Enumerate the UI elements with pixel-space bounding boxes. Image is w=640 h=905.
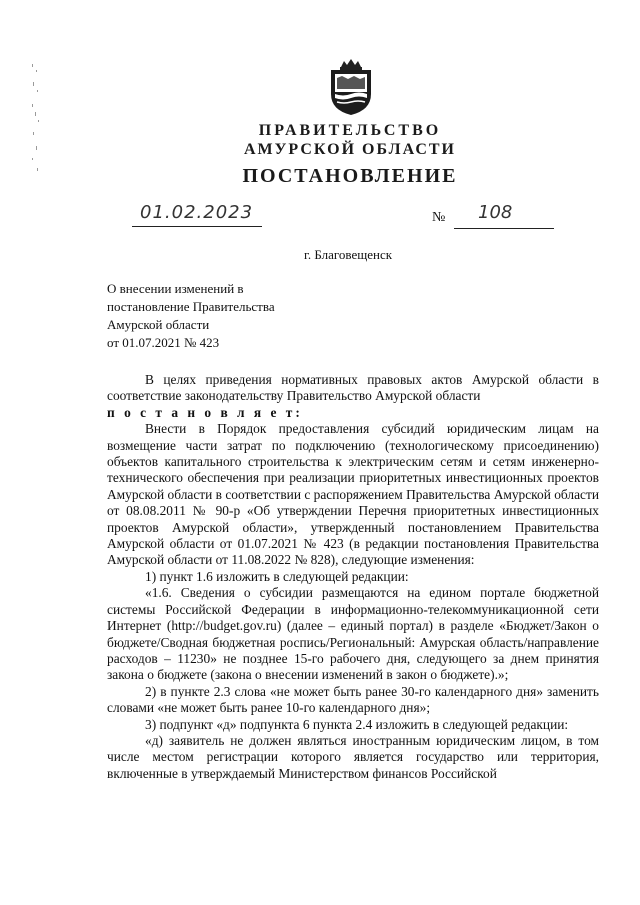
document-date: 01.02.2023	[140, 202, 254, 223]
subject-line: Амурской области	[107, 317, 210, 332]
intro-paragraph: В целях приведения нормативных правовых актов Амурской области в соответствие законодательству Правительство Амурской области	[107, 372, 599, 404]
number-underline	[454, 228, 554, 229]
scan-margin-marks	[30, 60, 42, 180]
coat-of-arms-emblem	[328, 58, 374, 116]
document-subject	[107, 280, 275, 352]
paragraph-main: Внести в Порядок предоставления субсидий юридическим лицам на возмещение части затрат по подключению (технологическому присоединению) объектов капитального строительства к электрическим сетям и сетям инженерно-технического обеспечения при реализации приоритетных инвестиционных проектов Амурской области в соответствии с распоряжением Правительства Амурской области от 08.08.2011 № 90-р «Об утверждении Перечня приоритетных инвестиционных проектов Амурской области», утвержденный постановлением Правительства Амурской области от 01.07.2021 № 423 (в редакции постановления Правительства Амурской области от 11.08.2022 № 828), следующие изменения:	[107, 421, 599, 568]
document-type-title: ПОСТАНОВЛЕНИЕ	[242, 165, 458, 187]
subject-line: О внесении изменений в	[107, 281, 244, 296]
government-title: ПРАВИТЕЛЬСТВО	[258, 122, 442, 139]
decree-word-text: п о с т а н о в л я е т:	[107, 404, 303, 420]
subject-line: от 01.07.2021 № 423	[107, 335, 220, 350]
city-label: г. Благовещенск	[304, 247, 393, 262]
paragraph-quote-d: «д) заявитель не должен являться иностранным юридическим лицом, в том числе местом регистрации которого является государство или территория, включенные в утверждаемый Министерством финансов Российской	[107, 732, 599, 781]
document-body	[107, 372, 599, 782]
paragraph-item-1: 1) пункт 1.6 изложить в следующей редакции:	[145, 568, 409, 584]
decree-word	[107, 405, 599, 421]
date-underline	[132, 226, 262, 227]
paragraph-item-2: 2) в пункте 2.3 слова «не может быть ранее 30-го календарного дня» заменить словами «не может быть ранее 10-го календарного дня»;	[107, 683, 599, 716]
paragraph-quote-1-6: «1.6. Сведения о субсидии размещаются на едином портале бюджетной системы Российской Федерации в информационно-телекоммуникационной сети Интернет (http://budget.gov.ru) (далее – единый портал) в разделе «Бюджет/Закон о бюджете/Сводная бюджетная роспись/Региональный: Амурская область/направление расходов – 11230» не позднее 15-го рабочего дня, следующего за днем принятия закона о бюджете (закона о внесении изменений в закон о бюджете).»;	[107, 585, 599, 683]
paragraph-item-3: 3) подпункт «д» подпункта 6 пункта 2.4 изложить в следующей редакции:	[145, 716, 569, 732]
subject-line: постановление Правительства	[107, 299, 275, 314]
document-number: 108	[478, 202, 513, 223]
region-title: АМУРСКОЙ ОБЛАСТИ	[244, 141, 456, 158]
number-sign: №	[432, 210, 446, 225]
